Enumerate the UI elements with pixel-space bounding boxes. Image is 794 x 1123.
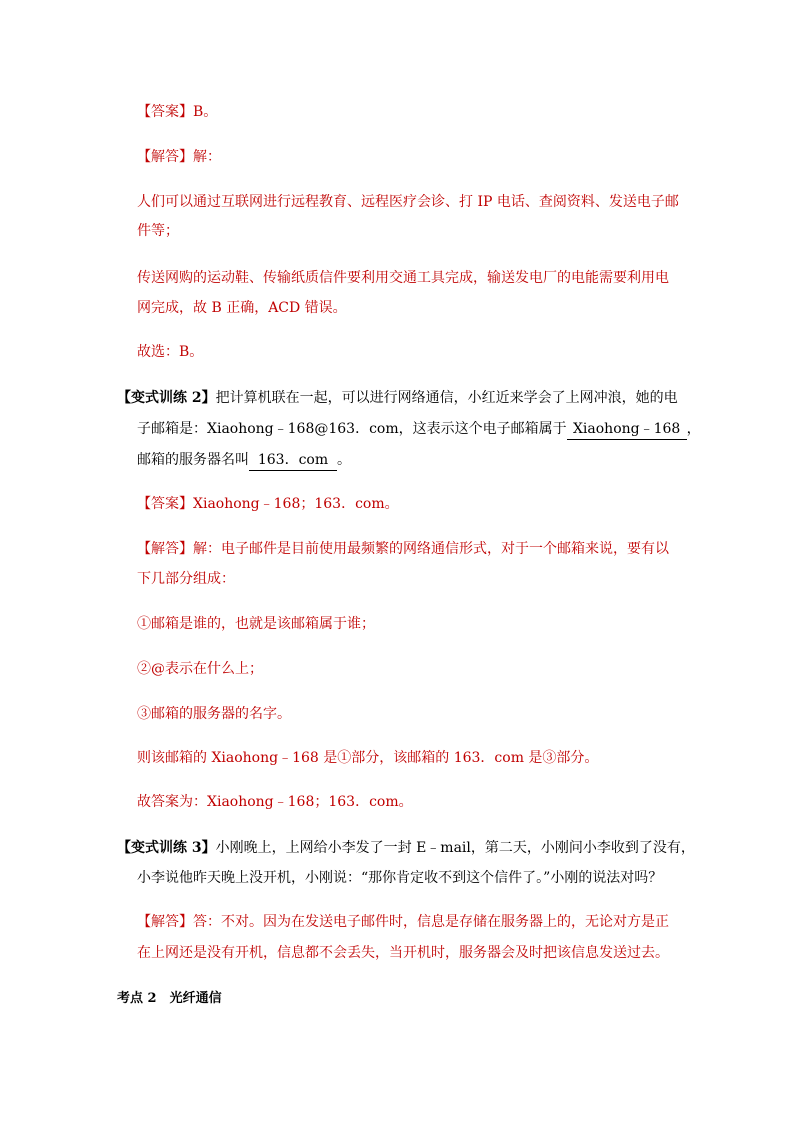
q2-text: 邮箱的服务器名叫 (137, 452, 249, 468)
q2-text: 。 (337, 452, 351, 468)
q2-question-line-2 (137, 419, 701, 440)
q2-question-line-1 (117, 388, 678, 408)
q3-label: 【变式训练 3】 (117, 840, 216, 856)
blank-2: 163．com (249, 450, 337, 471)
analysis-tag: 【解答】 (137, 541, 193, 557)
q1-paragraph-2-line-1: 传送网购的运动鞋、传输纸质信件要利用交通工具完成，输送发电厂的电能需要利用电 (137, 270, 669, 286)
q2-text: ， (686, 421, 701, 437)
answer-tag: 【答案】 (137, 104, 193, 120)
q2-conclusion: 则该邮箱的 Xiaohong﹣168 是①部分，该邮箱的 163．com 是③部分。 (137, 750, 599, 766)
analysis-tag: 【解答】 (137, 149, 193, 165)
analysis-text: 答：不对。因为在发送电子邮件时，信息是存储在服务器上的，无论对方是正 (193, 914, 669, 930)
q2-label: 【变式训练 2】 (117, 390, 216, 406)
answer-value: B。 (193, 104, 218, 120)
q1-paragraph-1-line-1: 人们可以通过互联网进行远程教育、远程医疗会诊、打 IP 电话、查阅资料、发送电子邮 (137, 194, 679, 210)
q2-text: 子邮箱是：Xiaohong﹣168@163．com，这表示这个电子邮箱属于 (137, 421, 567, 437)
q1-answer (137, 102, 217, 122)
q1-choose: 故选：B。 (137, 344, 204, 360)
q2-item-1: ①邮箱是谁的，也就是该邮箱属于谁； (137, 616, 375, 632)
q2-final-answer: 故答案为：Xiaohong﹣168；163．com。 (137, 794, 413, 810)
q2-item-2: ②@表示在什么上； (137, 661, 263, 677)
answer-tag: 【答案】 (137, 496, 193, 512)
q2-question-line-3 (137, 450, 351, 471)
analysis-tag: 【解答】 (137, 914, 193, 930)
q2-text: 把计算机联在一起，可以进行网络通信，小红近来学会了上网冲浪，她的电 (215, 390, 678, 406)
q2-analysis-line-1 (137, 539, 669, 559)
q3-question-line-1 (117, 838, 695, 858)
q2-item-3: ③邮箱的服务器的名字。 (137, 706, 291, 722)
q2-analysis-line-2: 下几部分组成： (137, 571, 235, 587)
answer-value: Xiaohong﹣168；163．com。 (193, 496, 399, 512)
q3-analysis-line-2: 在上网还是没有开机，信息都不会丢失，当开机时，服务器会及时把该信息发送过去。 (137, 945, 669, 961)
q1-paragraph-2-line-2: 网完成，故 B 正确，ACD 错误。 (137, 300, 347, 316)
analysis-text: 解：电子邮件是目前使用最频繁的网络通信形式，对于一个邮箱来说，要有以 (193, 541, 669, 557)
q1-paragraph-1-line-2: 件等； (137, 223, 179, 239)
q1-analysis-heading (137, 147, 221, 167)
analysis-lead: 解： (193, 149, 221, 165)
section-title: 考点 2 光纤通信 (117, 991, 222, 1006)
q3-analysis-line-1 (137, 912, 669, 932)
q2-answer (137, 494, 399, 514)
q3-question-line-2: 小李说他昨天晚上没开机，小刚说：“那你肯定收不到这个信件了。”小刚的说法对吗？ (137, 870, 663, 886)
blank-1: Xiaohong﹣168 (567, 419, 687, 440)
q3-text: 小刚晚上，上网给小李发了一封 E﹣mail，第二天，小刚问小李收到了没有， (215, 840, 695, 856)
